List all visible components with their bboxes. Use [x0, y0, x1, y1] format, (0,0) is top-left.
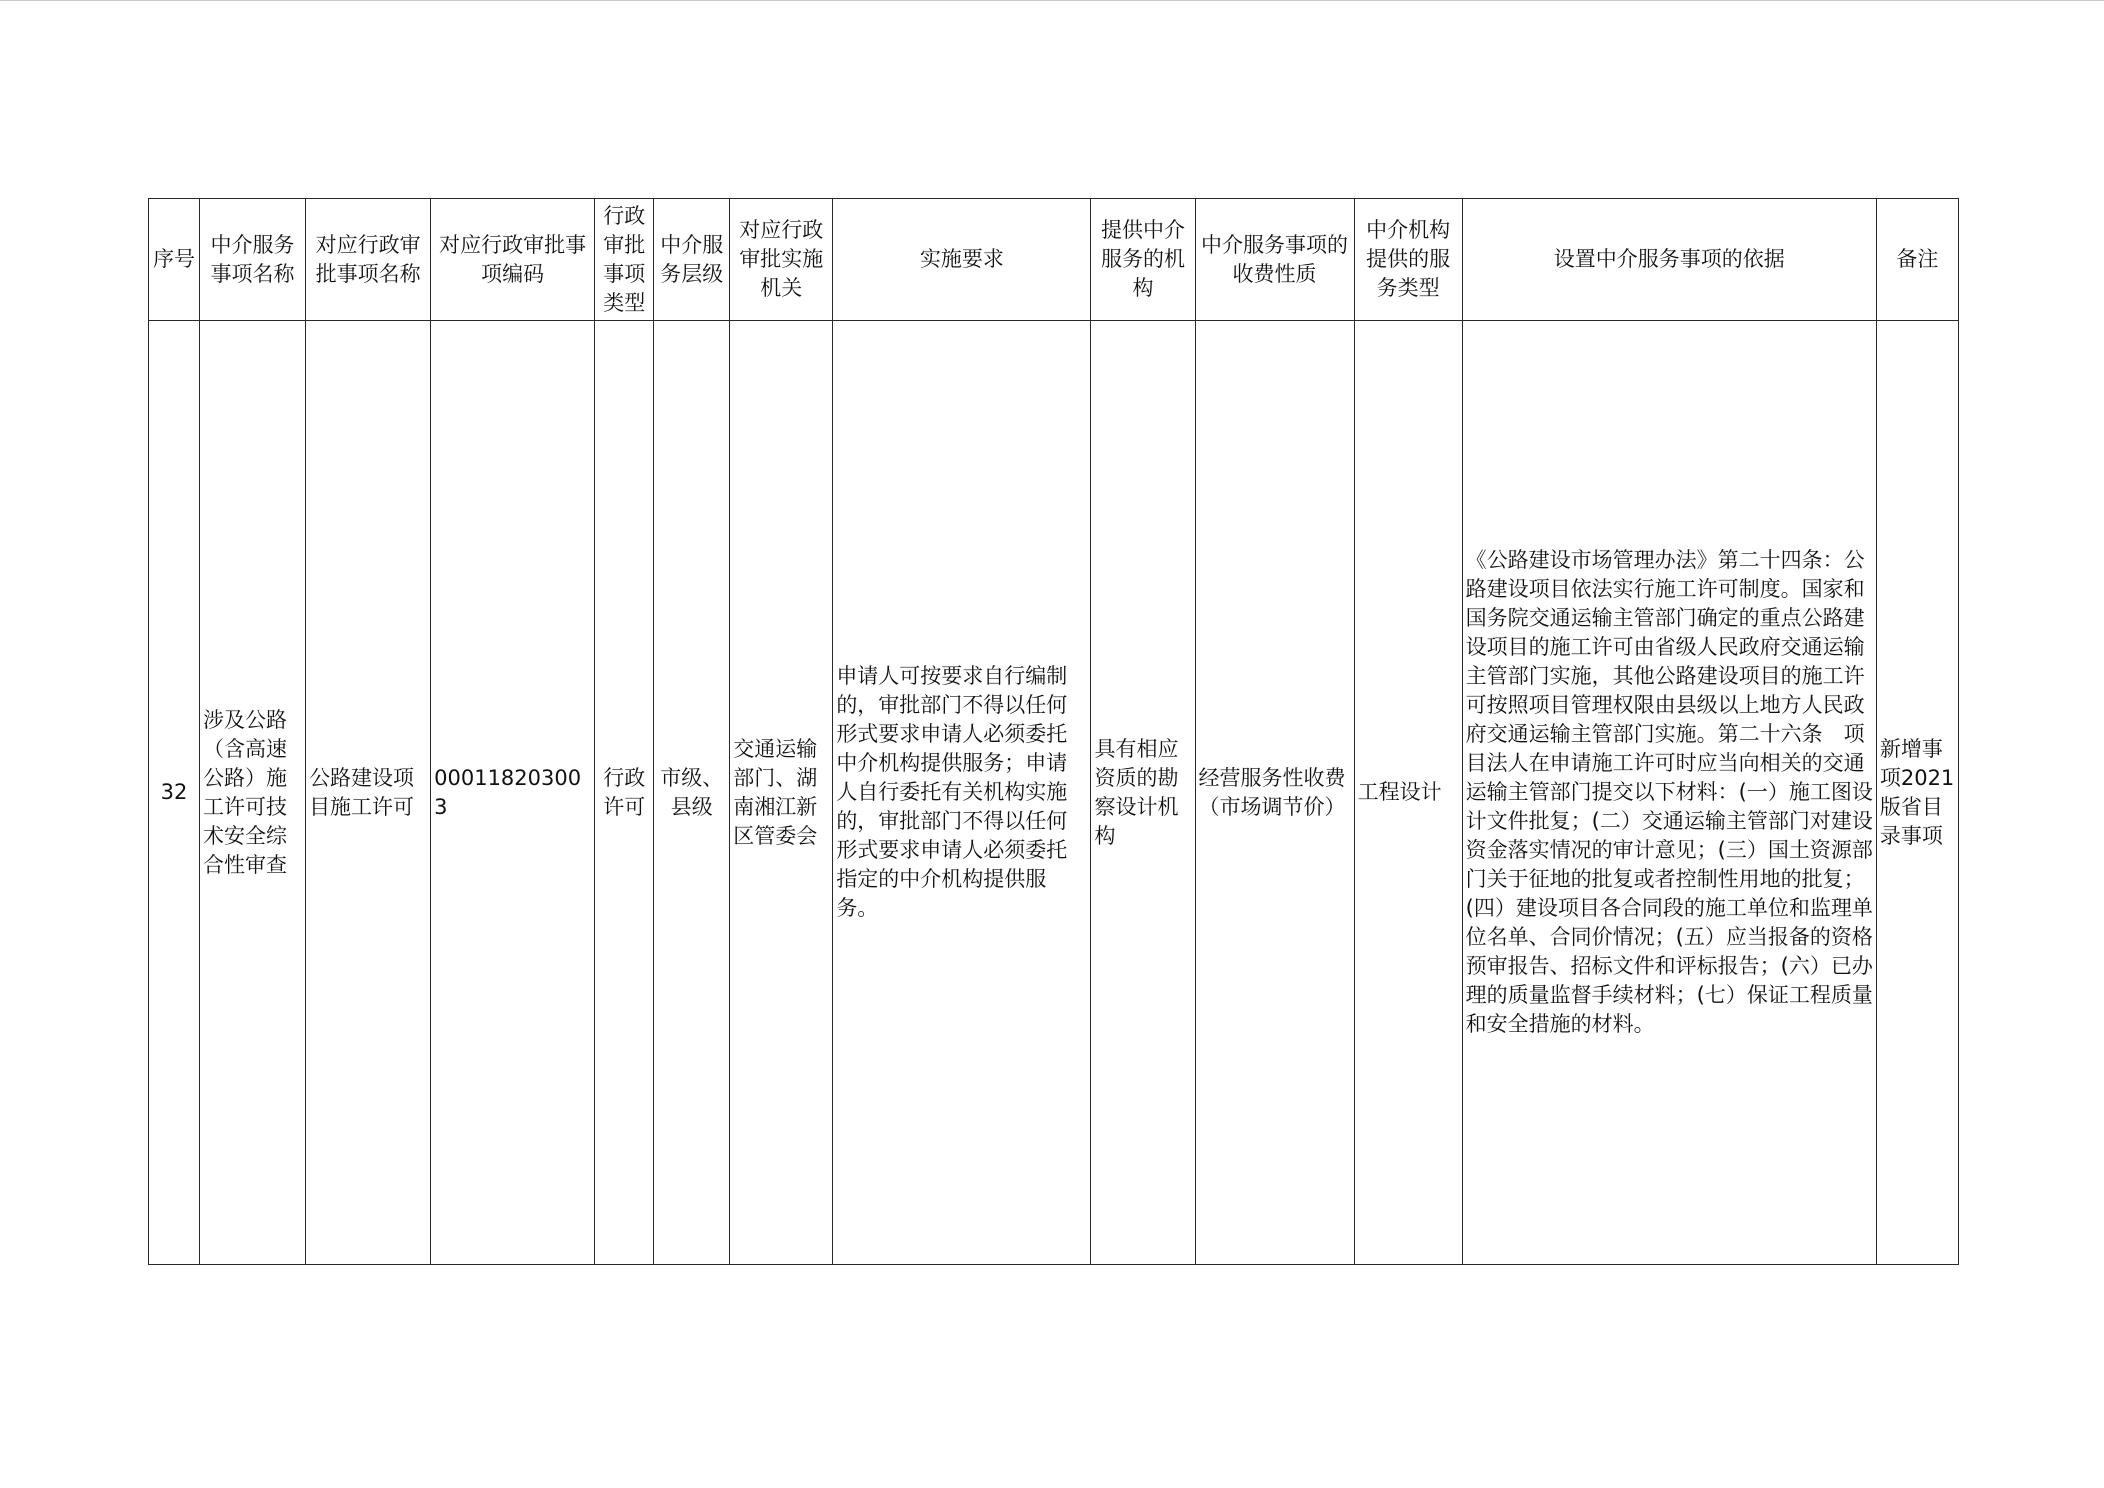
cell-seq: 32 [149, 321, 200, 1265]
header-fee-nature: 中介服务事项的收费性质 [1195, 199, 1354, 321]
header-basis: 设置中介服务事项的依据 [1462, 199, 1876, 321]
cell-remarks: 新增事项2021版省目录事项 [1876, 321, 1958, 1265]
header-approval-name: 对应行政审批事项名称 [306, 199, 431, 321]
header-remarks: 备注 [1876, 199, 1958, 321]
cell-approval-code: 000118203003 [431, 321, 595, 1265]
table-row [149, 321, 1959, 1265]
header-approval-code: 对应行政审批事项编码 [431, 199, 595, 321]
intermediary-services-table [148, 198, 1959, 1265]
header-service-type: 中介机构提供的服务类型 [1354, 199, 1462, 321]
cell-approval-name: 公路建设项目施工许可 [306, 321, 431, 1265]
header-agency: 对应行政审批实施机关 [730, 199, 833, 321]
cell-service-name: 涉及公路（含高速公路）施工许可技术安全综合性审查 [200, 321, 306, 1265]
cell-approval-type: 行政许可 [595, 321, 654, 1265]
cell-provider: 具有相应资质的勘察设计机构 [1091, 321, 1195, 1265]
cell-requirements: 申请人可按要求自行编制的，审批部门不得以任何形式要求申请人必须委托中介机构提供服务；申请人自行委托有关机构实施的，审批部门不得以任何形式要求申请人必须委托指定的中介机构提供服务。 [833, 321, 1091, 1265]
header-approval-type: 行政审批事项类型 [595, 199, 654, 321]
header-provider: 提供中介服务的机构 [1091, 199, 1195, 321]
header-requirements: 实施要求 [833, 199, 1091, 321]
header-service-name: 中介服务事项名称 [200, 199, 306, 321]
header-service-level: 中介服务层级 [654, 199, 730, 321]
page-top-edge [0, 0, 2104, 1]
cell-agency: 交通运输部门、湖南湘江新区管委会 [730, 321, 833, 1265]
cell-fee-nature: 经营服务性收费（市场调节价） [1195, 321, 1354, 1265]
table-header-row [149, 199, 1959, 321]
header-seq: 序号 [149, 199, 200, 321]
cell-service-type: 工程设计 [1354, 321, 1462, 1265]
cell-basis: 《公路建设市场管理办法》第二十四条：公路建设项目依法实行施工许可制度。国家和国务院交通运输主管部门确定的重点公路建设项目的施工许可由省级人民政府交通运输主管部门实施，其他公路建设项目的施工许可按照项目管理权限由县级以上地方人民政府交通运输主管部门实施。第二十六条 项目法人在申请施工许可时应当向相关的交通运输主管部门提交以下材料：(一）施工图设计文件批复；(二）交通运输主管部门对建设资金落实情况的审计意见；(三）国土资源部门关于征地的批复或者控制性用地的批复；(四）建设项目各合同段的施工单位和监理单位名单、合同价情况；(五）应当报备的资格预审报告、招标文件和评标报告；(六）已办理的质量监督手续材料；(七）保证工程质量和安全措施的材料。 [1462, 321, 1876, 1265]
cell-service-level: 市级、县级 [654, 321, 730, 1265]
